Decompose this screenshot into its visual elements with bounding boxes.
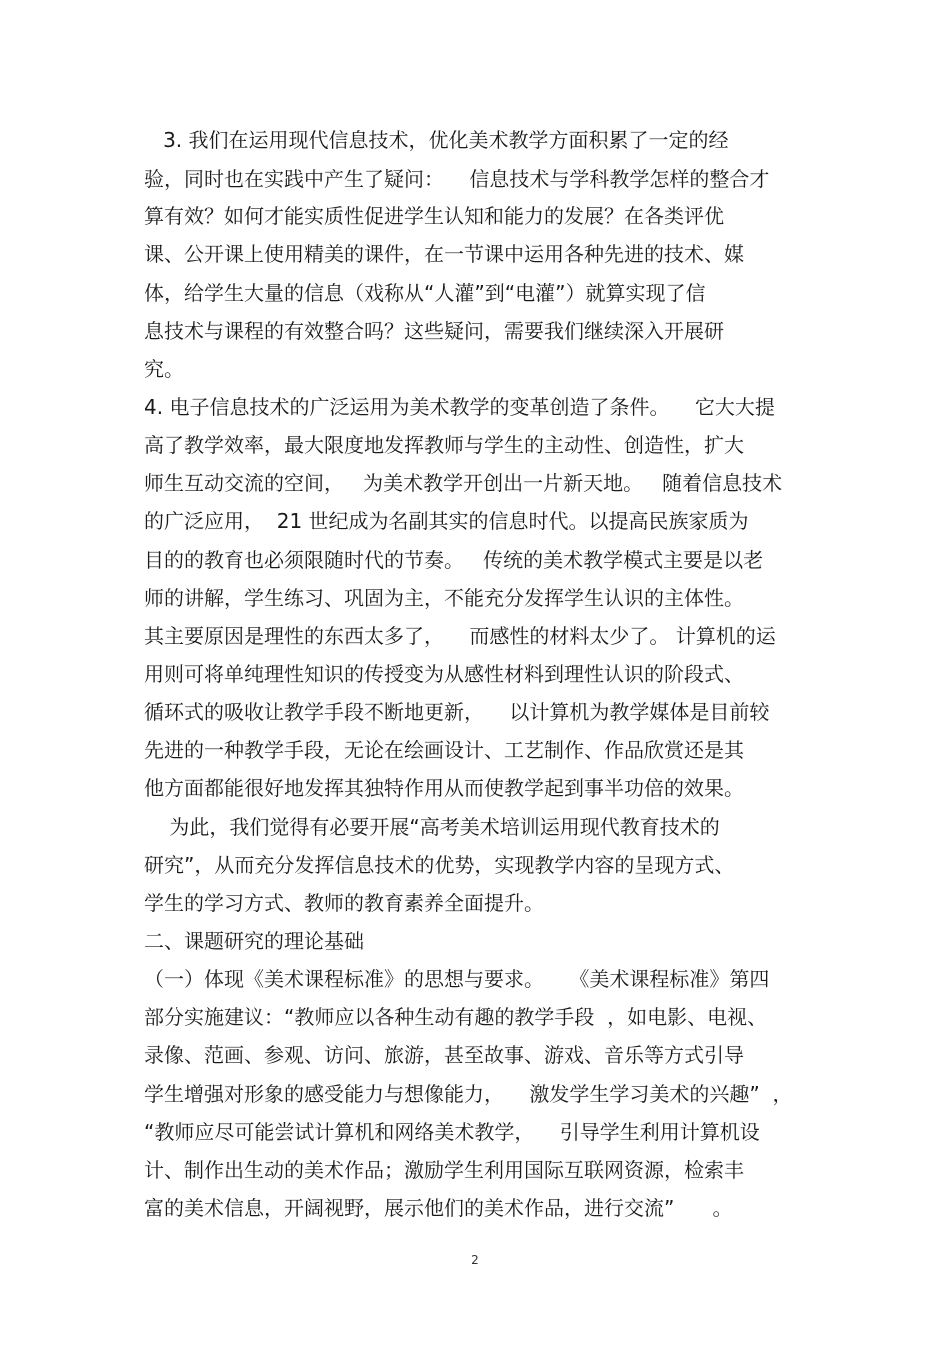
text-line: 先进的一种教学手段，无论在绘画设计、工艺制作、作品欣赏还是其 — [144, 738, 744, 762]
text-line: 计、制作出生动的美术作品；激励学生利用国际互联网资源，检索丰 — [144, 1158, 744, 1182]
text-line: 录像、范画、参观、访问、旅游，甚至故事、游戏、音乐等方式引导 — [144, 1043, 744, 1067]
text-line: 验，同时也在实践中产生了疑问： 信息技术与学科教学怎样的整合才 — [144, 167, 770, 191]
page-number: 2 — [471, 1253, 479, 1267]
text-line: 高了教学效率，最大限度地发挥教师与学生的主动性、创造性，扩大 — [144, 433, 744, 457]
text-line: 体，给学生大量的信息（戏称从“人灌”到“电灌”）就算实现了信 — [144, 281, 706, 305]
text-line: 其主要原因是理性的东西太多了， 而感性的材料太少了。 计算机的运 — [144, 624, 776, 648]
text-line: 3. 我们在运用现代信息技术，优化美术教学方面积累了一定的经 — [144, 128, 729, 152]
text-line: 4. 电子信息技术的广泛运用为美术教学的变革创造了条件。 它大大提 — [144, 395, 775, 419]
text-line: 富的美术信息，开阔视野，展示他们的美术作品，进行交流” 。 — [144, 1196, 733, 1220]
text-line: 循环式的吸收让教学手段不断地更新， 以计算机为教学媒体是目前较 — [144, 700, 770, 724]
text-line: 师的讲解，学生练习、巩固为主，不能充分发挥学生认识的主体性。 — [144, 586, 744, 610]
text-line: 课、公开课上使用精美的课件，在一节课中运用各种先进的技术、媒 — [144, 242, 744, 266]
text-line: 部分实施建议：“教师应以各种生动有趣的教学手段 ，如电影、电视、 — [144, 1005, 768, 1029]
text-line: 息技术与课程的有效整合吗？这些疑问，需要我们继续深入开展研 — [144, 319, 724, 343]
text-line: 学生的学习方式、教师的教育素养全面提升。 — [144, 891, 544, 915]
text-line: 他方面都能很好地发挥其独特作用从而使教学起到事半功倍的效果。 — [144, 776, 744, 800]
text-line: 目的的教育也必须限随时代的节奏。 传统的美术教学模式主要是以老 — [144, 548, 764, 572]
text-line: 研究”，从而充分发挥信息技术的优势，实现教学内容的呈现方式、 — [144, 853, 735, 877]
text-line: 师生互动交流的空间， 为美术教学开创出一片新天地。 随着信息技术 — [144, 471, 783, 495]
section-heading: 二、课题研究的理论基础 — [144, 929, 364, 953]
text-line: 为此，我们觉得有必要开展“高考美术培训运用现代教育技术的 — [144, 815, 720, 839]
text-line: （一）体现《美术课程标准》的思想与要求。 《美术课程标准》第四 — [144, 967, 770, 991]
text-line: 究。 — [144, 357, 184, 381]
text-line: 用则可将单纯理性知识的传授变为从感性材料到理性认识的阶段式、 — [144, 662, 744, 686]
text-line: 学生增强对形象的感受能力与想像能力， 激发学生学习美术的兴趣” ， — [144, 1082, 793, 1106]
text-line: 的广泛应用， 21 世纪成为名副其实的信息时代。以提高民族家质为 — [144, 509, 749, 533]
text-line: 算有效？如何才能实质性促进学生认知和能力的发展？在各类评优 — [144, 204, 724, 228]
text-line: “教师应尽可能尝试计算机和网络美术教学， 引导学生利用计算机设 — [144, 1120, 760, 1144]
